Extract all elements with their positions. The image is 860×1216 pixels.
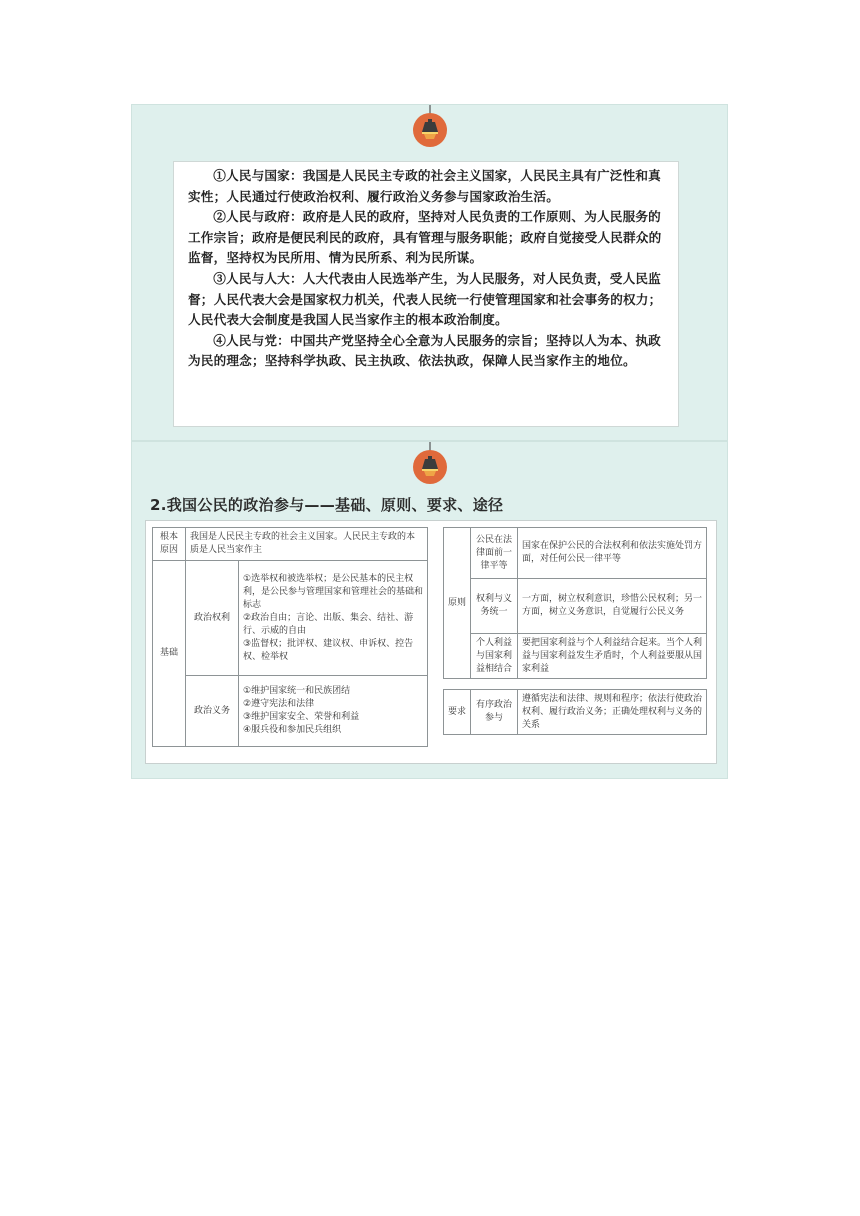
duties-item: ①维护国家统一和民族团结 xyxy=(243,686,351,696)
principle-text: 一方面，树立权利意识，珍惜公民权利；另一方面，树立义务意识，自觉履行公民义务 xyxy=(518,579,707,634)
duties-item: ③维护国家安全、荣誉和利益 xyxy=(243,712,360,722)
root-cause-label: 根本原因 xyxy=(153,528,186,561)
basis-label: 基础 xyxy=(153,561,186,747)
section-title: 2.我国公民的政治参与——基础、原则、要求、途径 xyxy=(150,496,504,514)
paragraph-people-npc: ③人民与人大：人大代表由人民选举产生，为人民服务，对人民负责，受人民监督；人民代表大会是国家权力机关，代表人民统一行使管理国家和社会事务的权力；人民代表大会制度是我国人民当家作主的根本政治制度。 xyxy=(188,270,662,328)
rights-item: ①选举权和被选举权；是公民基本的民主权利，是公民参与管理国家和管理社会的基础和标志 xyxy=(243,573,424,610)
requirement-table xyxy=(443,689,707,735)
ceiling-lamp-icon xyxy=(410,442,450,484)
slide-1 xyxy=(131,104,728,441)
slide-2 xyxy=(131,441,728,779)
principle-name: 个人利益与国家利益相结合 xyxy=(471,634,518,679)
basis-table xyxy=(152,527,428,747)
paragraph-people-government: ②人民与政府：政府是人民的政府，坚持对人民负责的工作原则、为人民服务的工作宗旨；政府是便民利民的政府，具有管理与服务职能；政府自觉接受人民群众的监督，坚持权为民所用、情为民所系、利为民所谋。 xyxy=(188,209,662,266)
principle-text: 要把国家利益与个人利益结合起来。当个人利益与国家利益发生矛盾时，个人利益要服从国家利益 xyxy=(518,634,707,679)
rights-item: ③监督权；批评权、建议权、申诉权、控告权、检举权 xyxy=(243,638,414,662)
root-cause-text: 我国是人民民主专政的社会主义国家。人民民主专政的本质是人民当家作主 xyxy=(186,528,428,561)
political-duties-cell xyxy=(239,676,428,747)
principle-label: 原则 xyxy=(444,528,471,679)
paragraph-people-state: ①人民与国家：我国是人民民主专政的社会主义国家，人民民主具有广泛性和真实性；人民通过行使政治权利、履行政治义务参与国家政治生活。 xyxy=(188,168,661,204)
requirement-name: 有序政治参与 xyxy=(471,690,518,735)
political-duties-label: 政治义务 xyxy=(186,676,239,747)
principle-name: 公民在法律面前一律平等 xyxy=(471,528,518,579)
rights-item: ②政治自由；言论、出版、集会、结社、游行、示威的自由 xyxy=(243,612,414,636)
requirement-label: 要求 xyxy=(444,690,471,735)
paragraph-people-party: ④人民与党：中国共产党坚持全心全意为人民服务的宗旨；坚持以人为本、执政为民的理念；坚持科学执政、民主执政、依法执政，保障人民当家作主的地位。 xyxy=(188,332,661,369)
political-rights-cell xyxy=(239,561,428,676)
text-card xyxy=(173,161,679,427)
duties-item: ②遵守宪法和法律 xyxy=(243,699,315,709)
principle-name: 权利与义务统一 xyxy=(471,579,518,634)
content-panel xyxy=(145,520,717,764)
duties-item: ④服兵役和参加民兵组织 xyxy=(243,725,342,735)
political-rights-label: 政治权利 xyxy=(186,561,239,676)
principle-text: 国家在保护公民的合法权利和依法实施处罚方面，对任何公民一律平等 xyxy=(518,528,707,579)
requirement-text: 遵循宪法和法律、规则和程序；依法行使政治权利、履行政治义务；正确处理权利与义务的关系 xyxy=(518,690,707,735)
ceiling-lamp-icon xyxy=(410,105,450,147)
principles-table xyxy=(443,527,707,679)
